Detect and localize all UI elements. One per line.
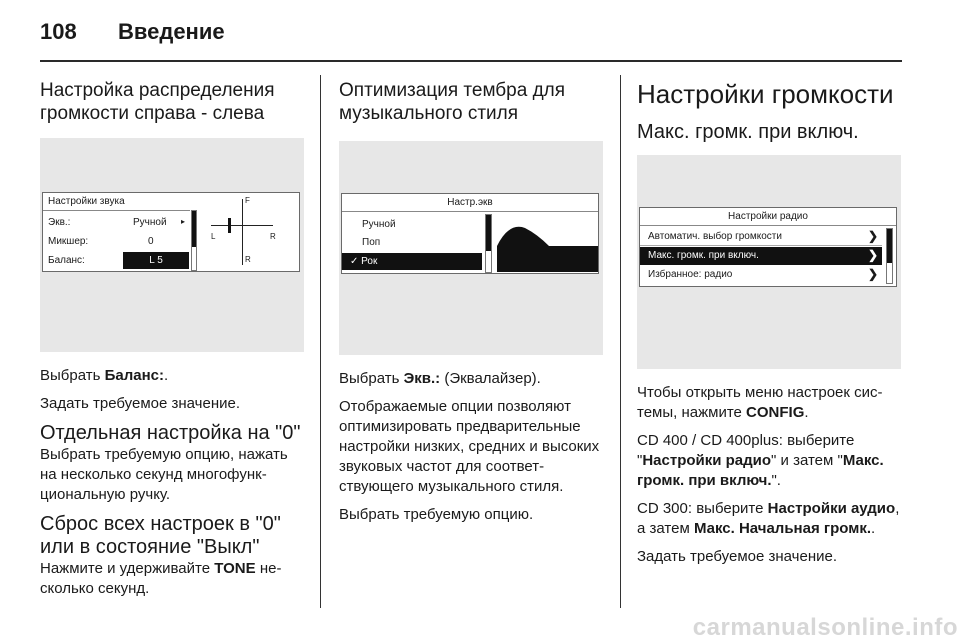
button-ref: TONE bbox=[214, 560, 256, 577]
scrollbar bbox=[485, 214, 492, 273]
balance-marker bbox=[228, 218, 231, 233]
page-number: 108 bbox=[40, 19, 77, 44]
instruction: Нажмите и удерживайте TONE несколько секунд. bbox=[40, 560, 282, 597]
chevron-right-icon: ❯ bbox=[867, 267, 878, 281]
lcd-row-label: Баланс: bbox=[48, 255, 85, 266]
lcd-row-value: Ручной bbox=[133, 217, 167, 228]
lcd-row-balance bbox=[43, 252, 190, 269]
screen-radio-settings bbox=[637, 155, 901, 369]
instruction: Выбрать требуемую опцию. bbox=[339, 506, 534, 523]
column-balance bbox=[40, 79, 306, 599]
axis-label-right: R bbox=[270, 232, 276, 241]
lcd-row-eq bbox=[43, 214, 190, 231]
chevron-right-icon: ❯ bbox=[867, 229, 878, 243]
menu-item-ref: Экв.: bbox=[403, 370, 441, 387]
balance-axis-v bbox=[242, 199, 243, 265]
lcd-display bbox=[341, 193, 599, 274]
menu-row-selected bbox=[640, 247, 882, 265]
scrollbar-thumb bbox=[887, 229, 892, 263]
scrollbar bbox=[191, 210, 197, 271]
instruction: Выбрать требуемую опцию, нажать на несколько секунд многофункциональную ручку. bbox=[40, 446, 288, 503]
column-equalizer bbox=[339, 79, 605, 525]
axis-label-rear: R bbox=[245, 255, 251, 264]
lcd-row-value: 0 bbox=[148, 236, 154, 247]
instruction: Задать требуемое значение. bbox=[637, 548, 838, 565]
section-heading-balance: Настройка распределения громкости справа - слева bbox=[40, 80, 275, 124]
menu-row-label: Макс. громк. при включ. bbox=[648, 250, 759, 261]
lcd-title-rule bbox=[43, 210, 190, 211]
menu-item-ref: Баланс: bbox=[104, 367, 164, 384]
instruction: Отображаемые опции позволяют оптимизировать предварительные настройки низких, средних и высоких звуковых частот для соответствующего музыкального стиля. bbox=[339, 398, 600, 495]
menu-row bbox=[640, 266, 882, 284]
scrollbar bbox=[886, 228, 893, 284]
menu-item-ref: Настройки аудио bbox=[767, 500, 896, 517]
lcd-display bbox=[639, 207, 897, 287]
lcd-title: Настройки звука bbox=[48, 196, 125, 207]
lcd-row-label: Экв.: bbox=[48, 217, 71, 228]
lcd-display bbox=[42, 192, 300, 272]
section-heading-equalizer: Оптимизация тембра для музыкального стиля bbox=[339, 80, 566, 124]
lcd-row-label: Микшер: bbox=[48, 236, 89, 247]
lcd-row-mixer bbox=[43, 233, 190, 250]
section-subheading: Отдельная настройка на "0" bbox=[40, 422, 301, 444]
eq-curve bbox=[497, 212, 598, 272]
eq-curve-shape bbox=[497, 227, 598, 272]
menu-item-ref: Настройки радио bbox=[642, 452, 772, 469]
screen-eq-settings bbox=[339, 141, 603, 355]
instruction: Задать требуемое значение. bbox=[40, 395, 241, 412]
menu-item-ref: Макс. Начальная громк. bbox=[693, 520, 872, 537]
instruction: Чтобы открыть меню настроек системы, нажмите CONFIG. bbox=[637, 384, 883, 421]
column-divider bbox=[320, 75, 321, 608]
lcd-title-rule bbox=[640, 225, 896, 226]
column-divider bbox=[620, 75, 621, 608]
instruction: Выбрать Баланс:. bbox=[40, 367, 169, 384]
chevron-right-icon: ❯ bbox=[867, 248, 878, 262]
instruction: Выбрать Экв.: (Эквалайзер). bbox=[339, 370, 541, 387]
section-subheading: Сброс всех настроек в "0" или в состояние "Выкл" bbox=[40, 513, 281, 558]
watermark: carmanualsonline.info bbox=[692, 614, 958, 641]
scrollbar-thumb bbox=[486, 215, 491, 251]
section-subheading: Макс. громк. при включ. bbox=[637, 121, 859, 143]
scrollbar-thumb bbox=[192, 211, 196, 247]
lcd-title: Настройки радио bbox=[728, 211, 808, 222]
eq-item-selected: ✓ Рок bbox=[342, 253, 482, 270]
menu-item-ref: Макс. громк. при включ. bbox=[637, 452, 884, 489]
lcd-title: Настр.экв bbox=[447, 197, 493, 208]
section-heading-volume: Настройки громкости bbox=[637, 79, 894, 109]
axis-label-front: F bbox=[245, 196, 250, 205]
menu-row bbox=[640, 228, 882, 246]
page-title: Введение bbox=[118, 19, 225, 44]
menu-row-label: Избранное: радио bbox=[648, 269, 733, 280]
eq-item: Поп bbox=[362, 237, 381, 248]
chevron-right-icon: ▸ bbox=[181, 217, 186, 226]
column-volume bbox=[637, 79, 903, 567]
lcd-row-value: L 5 bbox=[123, 252, 189, 269]
menu-row-label: Автоматич. выбор громкости bbox=[648, 231, 782, 242]
header-rule bbox=[40, 60, 902, 62]
instruction: CD 400 / CD 400plus: выберите "Настройки радио" и затем "Макс. громк. при включ.". bbox=[637, 432, 884, 489]
button-ref: CONFIG bbox=[746, 404, 805, 421]
screen-sound-settings bbox=[40, 138, 304, 352]
eq-item: Ручной bbox=[362, 219, 396, 230]
instruction: CD 300: выберите Настройки аудио, а затем Макс. Начальная громк.. bbox=[637, 500, 900, 537]
axis-label-left: L bbox=[211, 232, 216, 241]
